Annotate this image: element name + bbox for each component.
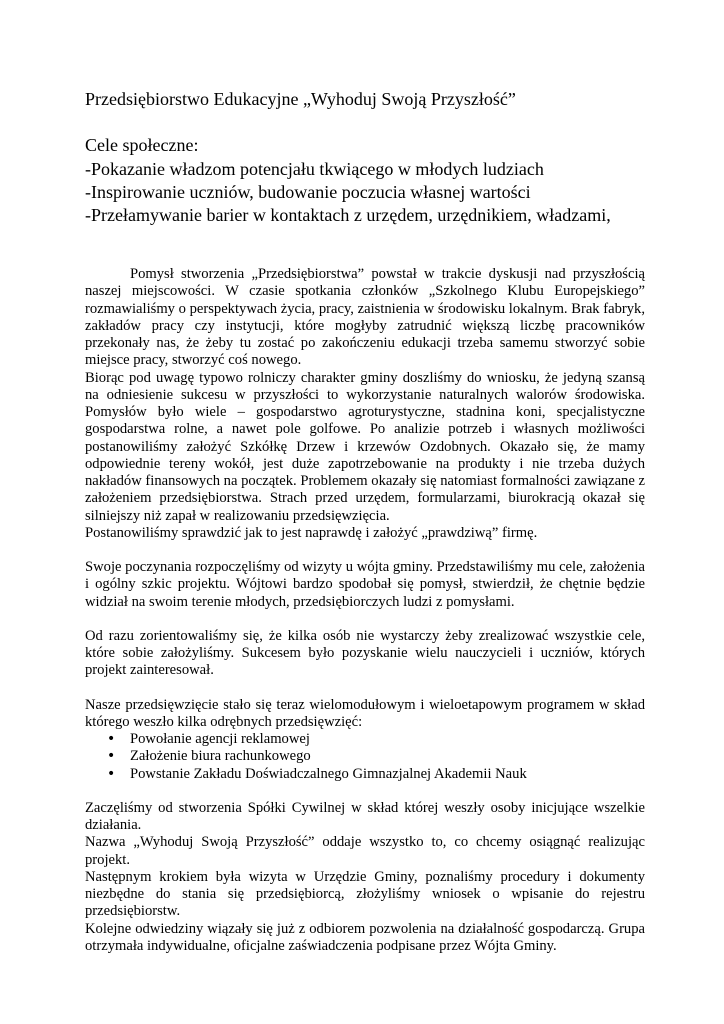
list-item: • Powołanie agencji reklamowej	[85, 731, 645, 748]
paragraph: Nazwa „Wyhoduj Swoją Przyszłość” oddaje wszystko to, co chcemy osiągnąć realizując projekt.	[85, 834, 645, 868]
paragraph: Biorąc pod uwagę typowo rolniczy charakter gminy doszliśmy do wniosku, że jedyną szansą na odniesienie sukcesu w przyszłości to wykorzystanie naturalnych walorów środowiska. Pomysłów było wiele – gospodarstwo agroturystyczne, stadnina koni, specjalistyczne gospodarstwa rolne, a nawet pole golfowe. Po analizie potrzeb i własnych możliwości postanowiliśmy założyć Szkółkę Drzew i krzewów Ozdobnych. Okazało się, że mamy odpowiednie tereny wokół, jest duże zapotrzebowanie na produkty i nie trzeba dużych nakładów finansowych na początek. Problemem okazały się natomiast formalności zawiązane z założeniem przedsiębiorstwa. Strach przed urzędem, formularzami, biurokracją okazał się silniejszy niż zapał w realizowaniu przedsięwzięcia.	[85, 369, 645, 524]
paragraph: Nasze przedsięwzięcie stało się teraz wielomodułowym i wieloetapowym programem w skład którego weszło kilka odrębnych przedsięwzięć:	[85, 696, 645, 730]
paragraph: Od razu zorientowaliśmy się, że kilka osób nie wystarczy żeby zrealizować wszystkie cele, które sobie założyliśmy. Sukcesem było pozyskanie wielu nauczycieli i uczniów, których projekt zainteresował.	[85, 627, 645, 679]
goal-line: -Przełamywanie barier w kontaktach z urzędem, urzędnikiem, władzami,	[85, 205, 611, 226]
bullet-list	[85, 731, 645, 783]
document-header	[85, 88, 645, 227]
paragraph: Następnym krokiem była wizyta w Urzędzie Gminy, poznaliśmy procedury i dokumenty niezbędne do stania się przedsiębiorcą, złożyliśmy wniosek o wpisanie do rejestru przedsiębiorstw.	[85, 868, 645, 920]
paragraph: Swoje poczynania rozpoczęliśmy od wizyty u wójta gminy. Przedstawiliśmy mu cele, założenia i ogólny szkic projektu. Wójtowi bardzo spodobał się pomysł, stwierdził, że chętnie będzie widział na swoim terenie młodych, przedsiębiorczych ludzi z pomysłami.	[85, 559, 645, 610]
list-item: • Założenie biura rachunkowego	[85, 748, 645, 765]
paragraph: Kolejne odwiedziny wiązały się już z odbiorem pozwolenia na działalność gospodarczą. Grupa otrzymała indywidualne, oficjalne zaświadczenia podpisane przez Wójta Gminy.	[85, 920, 645, 954]
paragraph: Postanowiliśmy sprawdzić jak to jest naprawdę i założyć „prawdziwą” firmę.	[85, 524, 538, 541]
paragraph: Pomysł stworzenia „Przedsiębiorstwa” powstał w trakcie dyskusji nad przyszłością naszej miejscowości. W czasie spotkania członków „Szkolnego Klubu Europejskiego” rozmawialiśmy o perspektywach życia, pracy, zaistnienia w środowisku lokalnym. Brak fabryk, zakładów pracy czy instytucji, które mogłyby zatrudnić większą liczbę pracowników przekonały nas, że żeby tu zostać po zakończeniu edukacji trzeba samemu stworzyć sobie miejsce pracy, stworzyć coś nowego.	[85, 266, 645, 369]
goal-line: -Pokazanie władzom potencjału tkwiącego w młodych ludziach	[85, 158, 544, 179]
paragraph: Zaczęliśmy od stworzenia Spółki Cywilnej w skład której weszły osoby inicjujące wszelkie działania.	[85, 799, 645, 833]
goal-line: -Inspirowanie uczniów, budowanie poczucia własnej wartości	[85, 181, 531, 202]
goals-heading: Cele społeczne:	[85, 135, 199, 156]
list-item: • Powstanie Zakładu Doświadczalnego Gimnazjalnej Akademii Nauk	[85, 766, 645, 783]
document-title: Przedsiębiorstwo Edukacyjne „Wyhoduj Swoją Przyszłość”	[85, 89, 516, 109]
document-body	[85, 266, 645, 955]
